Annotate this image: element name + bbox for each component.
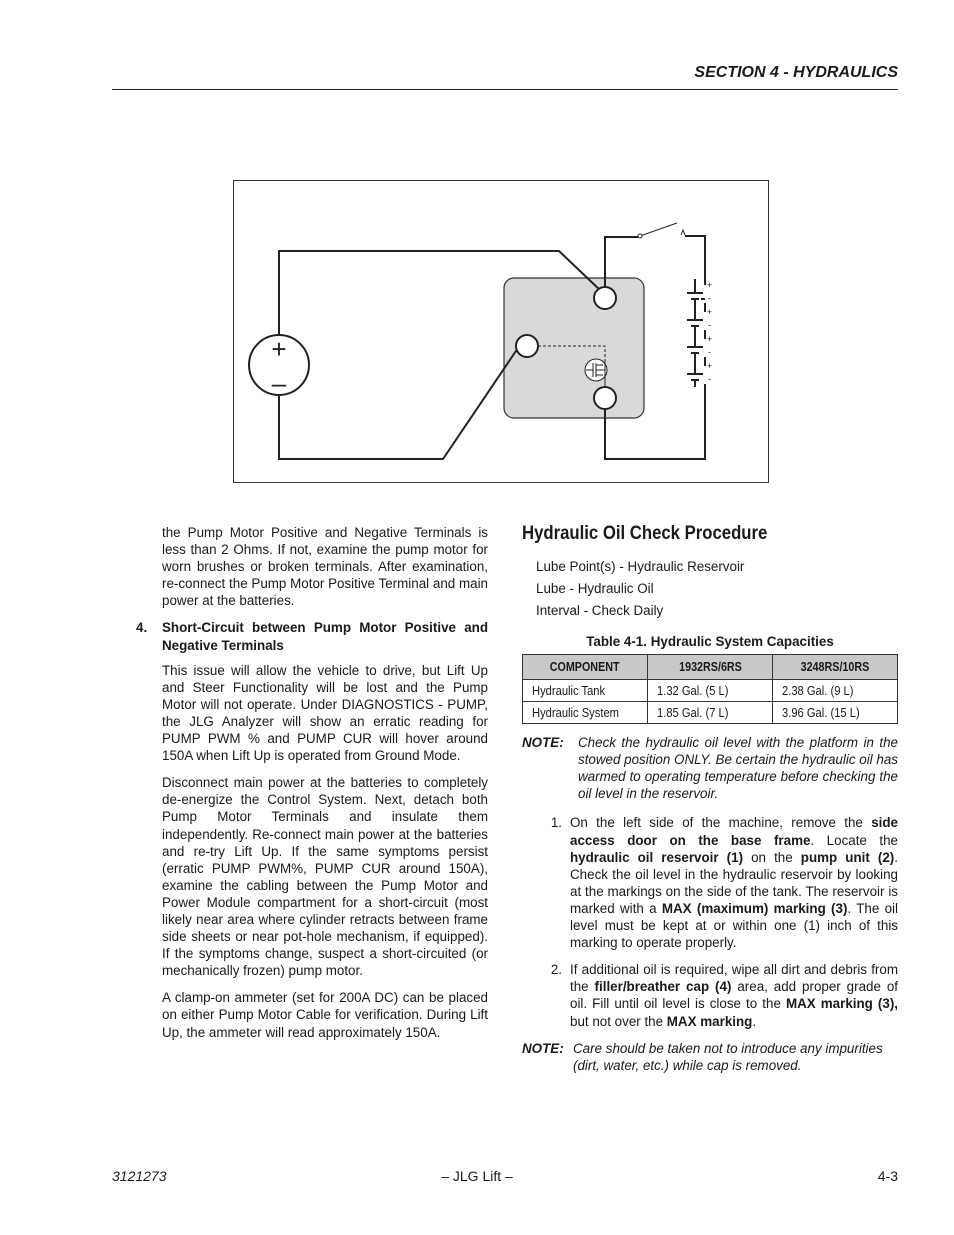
section-header-title: SECTION 4 - HYDRAULICS	[694, 64, 898, 81]
wire-switch-to-battery	[685, 236, 705, 279]
step-1-text: On the left side of the machine, remove the side access door on the base frame. Locate the hydraulic oil reservoir (1) on the pump unit (2). Check the oil level in the hydraulic reservoir by looking at the markings on the side of the tank. The reservoir is marked with a MAX (maximum) marking (3). The oil level must be kept at or within one (1) inch of this marking to operate properly.	[570, 815, 898, 951]
note-oil-level	[522, 734, 898, 802]
footer-doc-number: 3121273	[112, 1168, 167, 1184]
battery-neg-sign-2: -	[708, 320, 711, 330]
right-column	[522, 522, 898, 1086]
note-text: Care should be taken not to introduce any impurities (dirt, water, etc.) while cap is removed.	[573, 1040, 883, 1073]
table-row	[523, 702, 898, 724]
table-cell: Hydraulic Tank	[523, 680, 648, 702]
item-4-title: Short-Circuit between Pump Motor Positive and Negative Terminals	[162, 620, 488, 653]
note-text: Check the hydraulic oil level with the platform in the stowed position ONLY. Be certain the hydraulic oil has warmed to operating temperature before checking the oil level in the reservoir.	[578, 735, 898, 802]
table-row	[523, 680, 898, 702]
hydraulic-oil-check-heading: Hydraulic Oil Check Procedure	[522, 523, 768, 544]
battery-pos-sign-1: +	[707, 280, 713, 290]
header-rule	[112, 89, 898, 90]
intro-paragraph: the Pump Motor Positive and Negative Terminals is less than 2 Ohms. If not, examine the pump motor for worn brushes or broken terminals. After examination, re-connect the Pump Motor Positive Terminal and main power at the batteries.	[162, 525, 488, 609]
note-impurities	[522, 1040, 898, 1074]
battery-pos-sign-4: +	[707, 361, 713, 371]
note-label: NOTE:	[522, 1040, 564, 1056]
wire-bottom-left	[279, 345, 520, 459]
pump-motor-negative-sign: –	[271, 368, 287, 398]
capacities-table	[522, 654, 898, 724]
footer-publisher: – JLG Lift –	[441, 1168, 513, 1184]
wiring-diagram	[234, 181, 770, 484]
left-column	[136, 524, 488, 1051]
table-cell: 1.85 Gal. (7 L)	[648, 702, 773, 724]
switch-arm	[640, 223, 677, 236]
interval-line: Interval - Check Daily	[536, 603, 664, 618]
footer-page-number: 4-3	[877, 1168, 898, 1184]
table-title: Table 4-1. Hydraulic System Capacities	[586, 634, 834, 649]
lube-line: Lube - Hydraulic Oil	[536, 581, 654, 596]
step-1	[522, 814, 898, 951]
item-4-paragraph-2: Disconnect main power at the batteries to completely de-energize the Control System. Next, detach both Pump Motor Terminals and insulate them independently. Re-connect main power at the batteries and re-try Lift Up. If the same symptoms persist (erratic PUMP PWM%, PUMP CUR around 150A), examine the cabling between the Pump Motor and Power Module compartment for a short-circuit (most likely near area where cylinder retracts between frame side sheets or near pot-hole mechanism, if equipped). If the symptoms change, suspect a short-circuited (or mechanically frozen) pump motor.	[162, 775, 488, 979]
terminal-left	[516, 335, 538, 357]
table-cell: 1.32 Gal. (5 L)	[648, 680, 773, 702]
battery-pos-sign-3: +	[707, 334, 713, 344]
terminal-top	[594, 287, 616, 309]
table-cell: Hydraulic System	[523, 702, 648, 724]
note-label: NOTE:	[522, 735, 564, 751]
item-4-heading	[136, 619, 488, 653]
table-header-cell: COMPONENT	[523, 655, 648, 680]
step-2	[522, 961, 898, 1029]
table-header-cell: 1932RS/6RS	[648, 655, 773, 680]
battery-neg-sign-1: -	[708, 293, 711, 303]
table-header-cell: 3248RS/10RS	[773, 655, 898, 680]
item-4-number: 4.	[136, 620, 148, 636]
item-4-paragraph-1: This issue will allow the vehicle to drive, but Lift Up and Steer Functionality will be lost and the Pump Motor will not operate. Under DIAGNOSTICS - PUMP, the JLG Analyzer will show an erratic reading for PUMP PWM % and PUMP CUR will hover around 150A when Lift Up is operated from Ground Mode.	[162, 662, 488, 764]
battery-neg-sign-3: -	[708, 347, 711, 357]
table-cell: 2.38 Gal. (9 L)	[773, 680, 898, 702]
table-header-row	[523, 655, 898, 680]
step-2-number: 2.	[550, 962, 562, 978]
lube-point-line: Lube Point(s) - Hydraulic Reservoir	[536, 559, 745, 574]
battery-cells	[682, 279, 712, 387]
item-4-paragraph-3: A clamp-on ammeter (set for 200A DC) can be placed on either Pump Motor Cable for verification. During Lift Up, the ammeter will read approximately 150A.	[162, 990, 488, 1040]
step-1-number: 1.	[550, 815, 562, 831]
switch-pivot	[638, 234, 642, 238]
battery-neg-sign-4: -	[708, 374, 711, 384]
pump-motor-positive-sign: +	[271, 334, 287, 364]
battery-pos-sign-2: +	[707, 307, 713, 317]
table-cell: 3.96 Gal. (15 L)	[773, 702, 898, 724]
terminal-bottom	[594, 387, 616, 409]
switch-contact	[681, 230, 685, 235]
wiring-diagram-figure	[233, 180, 769, 483]
step-2-text: If additional oil is required, wipe all dirt and debris from the filler/breather cap (4) area, add proper grade of oil. Fill until oil level is close to the MAX marking (3), but not over the MAX marking.	[570, 962, 899, 1029]
